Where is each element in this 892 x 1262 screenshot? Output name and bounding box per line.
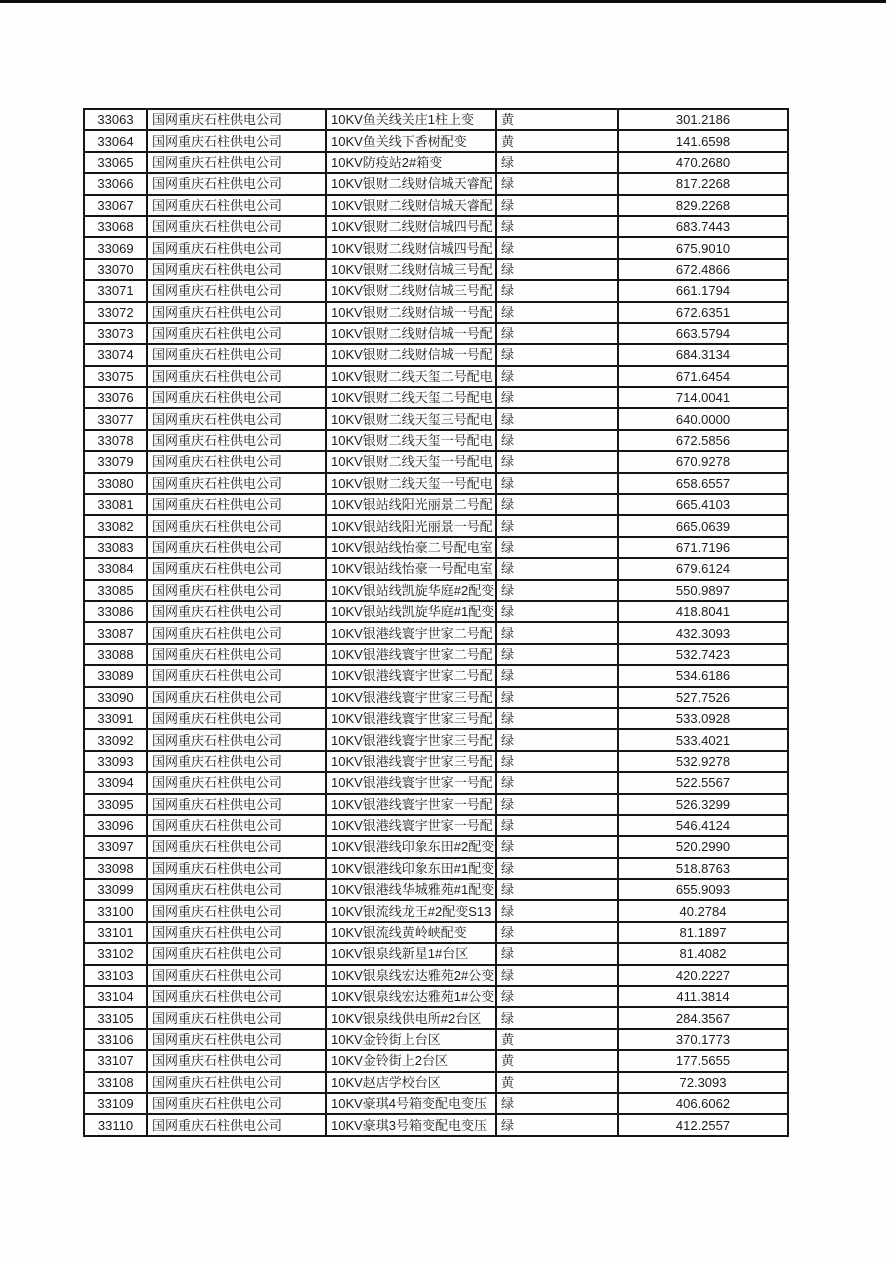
cell-line-name: 10KV银港线寰宇世家三号配 [326, 708, 496, 729]
cell-company: 国网重庆石柱供电公司 [147, 173, 326, 194]
cell-status: 黄 [496, 1072, 618, 1093]
cell-row-id: 33105 [84, 1007, 147, 1028]
table-row [84, 772, 788, 793]
cell-status: 绿 [496, 387, 618, 408]
cell-load-value: 40.2784 [618, 900, 788, 921]
table-row [84, 858, 788, 879]
cell-status: 绿 [496, 580, 618, 601]
table-row [84, 815, 788, 836]
cell-status: 绿 [496, 1093, 618, 1114]
cell-company: 国网重庆石柱供电公司 [147, 900, 326, 921]
cell-company: 国网重庆石柱供电公司 [147, 216, 326, 237]
cell-line-name: 10KV银港线寰宇世家二号配 [326, 665, 496, 686]
cell-load-value: 527.7526 [618, 687, 788, 708]
cell-company: 国网重庆石柱供电公司 [147, 794, 326, 815]
cell-load-value: 671.6454 [618, 366, 788, 387]
cell-line-name: 10KV银泉线新星1#台区 [326, 943, 496, 964]
cell-row-id: 33088 [84, 644, 147, 665]
cell-company: 国网重庆石柱供电公司 [147, 323, 326, 344]
cell-load-value: 284.3567 [618, 1007, 788, 1028]
cell-line-name: 10KV银港线印象东田#2配变 [326, 836, 496, 857]
cell-row-id: 33087 [84, 622, 147, 643]
cell-line-name: 10KV银财二线天玺二号配电 [326, 366, 496, 387]
cell-status: 绿 [496, 751, 618, 772]
table-row [84, 922, 788, 943]
table-row [84, 494, 788, 515]
cell-load-value: 663.5794 [618, 323, 788, 344]
cell-line-name: 10KV银站线怡豪一号配电室 [326, 558, 496, 579]
cell-status: 绿 [496, 943, 618, 964]
cell-status: 绿 [496, 1114, 618, 1135]
cell-company: 国网重庆石柱供电公司 [147, 687, 326, 708]
cell-row-id: 33102 [84, 943, 147, 964]
cell-load-value: 672.4866 [618, 259, 788, 280]
cell-status: 绿 [496, 473, 618, 494]
cell-company: 国网重庆石柱供电公司 [147, 1007, 326, 1028]
table-row [84, 986, 788, 1007]
cell-line-name: 10KV银财二线天玺一号配电 [326, 473, 496, 494]
cell-status: 绿 [496, 858, 618, 879]
cell-row-id: 33071 [84, 280, 147, 301]
cell-company: 国网重庆石柱供电公司 [147, 1114, 326, 1135]
cell-status: 绿 [496, 708, 618, 729]
cell-line-name: 10KV银站线阳光丽景一号配 [326, 515, 496, 536]
table-row [84, 1029, 788, 1050]
cell-status: 绿 [496, 537, 618, 558]
cell-line-name: 10KV银财二线财信城三号配 [326, 259, 496, 280]
cell-line-name: 10KV银财二线财信城一号配 [326, 302, 496, 323]
cell-status: 绿 [496, 259, 618, 280]
cell-status: 绿 [496, 687, 618, 708]
cell-load-value: 411.3814 [618, 986, 788, 1007]
cell-company: 国网重庆石柱供电公司 [147, 408, 326, 429]
cell-row-id: 33084 [84, 558, 147, 579]
table-row [84, 1050, 788, 1071]
cell-row-id: 33092 [84, 729, 147, 750]
table-row [84, 259, 788, 280]
cell-company: 国网重庆石柱供电公司 [147, 836, 326, 857]
cell-row-id: 33096 [84, 815, 147, 836]
table-row [84, 665, 788, 686]
cell-status: 绿 [496, 986, 618, 1007]
table-row [84, 515, 788, 536]
table-row [84, 1114, 788, 1135]
data-table [83, 108, 789, 1137]
cell-company: 国网重庆石柱供电公司 [147, 1029, 326, 1050]
cell-company: 国网重庆石柱供电公司 [147, 858, 326, 879]
cell-line-name: 10KV银财二线天玺一号配电 [326, 451, 496, 472]
cell-load-value: 665.4103 [618, 494, 788, 515]
cell-row-id: 33075 [84, 366, 147, 387]
cell-row-id: 33080 [84, 473, 147, 494]
table-row [84, 900, 788, 921]
cell-line-name: 10KV银港线寰宇世家三号配 [326, 729, 496, 750]
cell-company: 国网重庆石柱供电公司 [147, 302, 326, 323]
cell-row-id: 33083 [84, 537, 147, 558]
cell-line-name: 10KV银港线印象东田#1配变 [326, 858, 496, 879]
cell-company: 国网重庆石柱供电公司 [147, 665, 326, 686]
cell-company: 国网重庆石柱供电公司 [147, 1093, 326, 1114]
cell-company: 国网重庆石柱供电公司 [147, 580, 326, 601]
cell-line-name: 10KV防疫站2#箱变 [326, 152, 496, 173]
cell-line-name: 10KV银流线龙王#2配变S13 [326, 900, 496, 921]
cell-status: 绿 [496, 665, 618, 686]
cell-company: 国网重庆石柱供电公司 [147, 965, 326, 986]
cell-line-name: 10KV赵店学校台区 [326, 1072, 496, 1093]
cell-row-id: 33077 [84, 408, 147, 429]
cell-status: 绿 [496, 879, 618, 900]
cell-company: 国网重庆石柱供电公司 [147, 280, 326, 301]
table-row [84, 751, 788, 772]
cell-company: 国网重庆石柱供电公司 [147, 729, 326, 750]
cell-status: 绿 [496, 622, 618, 643]
cell-status: 绿 [496, 1007, 618, 1028]
cell-line-name: 10KV银站线怡豪二号配电室 [326, 537, 496, 558]
table-row [84, 558, 788, 579]
cell-line-name: 10KV银港线寰宇世家二号配 [326, 644, 496, 665]
cell-load-value: 679.6124 [618, 558, 788, 579]
cell-status: 绿 [496, 408, 618, 429]
cell-status: 绿 [496, 558, 618, 579]
cell-company: 国网重庆石柱供电公司 [147, 708, 326, 729]
cell-load-value: 141.6598 [618, 130, 788, 151]
cell-load-value: 658.6557 [618, 473, 788, 494]
cell-load-value: 684.3134 [618, 344, 788, 365]
cell-row-id: 33085 [84, 580, 147, 601]
cell-load-value: 418.8041 [618, 601, 788, 622]
cell-line-name: 10KV银站线阳光丽景二号配 [326, 494, 496, 515]
cell-row-id: 33086 [84, 601, 147, 622]
cell-load-value: 432.3093 [618, 622, 788, 643]
cell-row-id: 33107 [84, 1050, 147, 1071]
cell-load-value: 714.0041 [618, 387, 788, 408]
cell-load-value: 533.4021 [618, 729, 788, 750]
cell-company: 国网重庆石柱供电公司 [147, 622, 326, 643]
cell-status: 绿 [496, 900, 618, 921]
table-row [84, 879, 788, 900]
cell-load-value: 675.9010 [618, 237, 788, 258]
cell-load-value: 412.2557 [618, 1114, 788, 1135]
table-row [84, 729, 788, 750]
table-row [84, 708, 788, 729]
cell-line-name: 10KV银港线寰宇世家一号配 [326, 794, 496, 815]
cell-row-id: 33097 [84, 836, 147, 857]
cell-status: 绿 [496, 515, 618, 536]
table-row [84, 237, 788, 258]
cell-load-value: 550.9897 [618, 580, 788, 601]
cell-row-id: 33098 [84, 858, 147, 879]
cell-row-id: 33072 [84, 302, 147, 323]
table-row [84, 1093, 788, 1114]
cell-company: 国网重庆石柱供电公司 [147, 130, 326, 151]
cell-load-value: 672.5856 [618, 430, 788, 451]
cell-row-id: 33109 [84, 1093, 147, 1114]
table-row [84, 152, 788, 173]
cell-status: 绿 [496, 237, 618, 258]
table-body [84, 109, 788, 1136]
cell-company: 国网重庆石柱供电公司 [147, 237, 326, 258]
cell-line-name: 10KV银财二线财信城天睿配 [326, 173, 496, 194]
cell-line-name: 10KV银站线凯旋华庭#1配变 [326, 601, 496, 622]
cell-status: 绿 [496, 922, 618, 943]
table-row [84, 173, 788, 194]
cell-line-name: 10KV银港线寰宇世家三号配 [326, 687, 496, 708]
cell-status: 黄 [496, 109, 618, 130]
cell-row-id: 33066 [84, 173, 147, 194]
cell-row-id: 33100 [84, 900, 147, 921]
cell-load-value: 72.3093 [618, 1072, 788, 1093]
cell-status: 绿 [496, 815, 618, 836]
cell-load-value: 532.7423 [618, 644, 788, 665]
cell-company: 国网重庆石柱供电公司 [147, 1050, 326, 1071]
cell-row-id: 33093 [84, 751, 147, 772]
cell-company: 国网重庆石柱供电公司 [147, 1072, 326, 1093]
cell-status: 绿 [496, 772, 618, 793]
cell-row-id: 33065 [84, 152, 147, 173]
cell-status: 绿 [496, 794, 618, 815]
table-row [84, 836, 788, 857]
cell-load-value: 420.2227 [618, 965, 788, 986]
cell-row-id: 33069 [84, 237, 147, 258]
cell-status: 绿 [496, 216, 618, 237]
cell-row-id: 33073 [84, 323, 147, 344]
cell-row-id: 33099 [84, 879, 147, 900]
cell-load-value: 522.5567 [618, 772, 788, 793]
cell-status: 绿 [496, 836, 618, 857]
cell-line-name: 10KV银港线寰宇世家三号配 [326, 751, 496, 772]
table-row [84, 644, 788, 665]
cell-row-id: 33094 [84, 772, 147, 793]
cell-line-name: 10KV银财二线财信城一号配 [326, 323, 496, 344]
cell-line-name: 10KV银港线华城雅苑#1配变 [326, 879, 496, 900]
cell-row-id: 33095 [84, 794, 147, 815]
cell-company: 国网重庆石柱供电公司 [147, 344, 326, 365]
cell-load-value: 640.0000 [618, 408, 788, 429]
table-row [84, 408, 788, 429]
table-row [84, 1007, 788, 1028]
table-row [84, 323, 788, 344]
cell-row-id: 33091 [84, 708, 147, 729]
cell-line-name: 10KV银泉线宏达雅苑1#公变 [326, 986, 496, 1007]
cell-line-name: 10KV豪琪4号箱变配电变压 [326, 1093, 496, 1114]
table-row [84, 943, 788, 964]
cell-line-name: 10KV银财二线财信城四号配 [326, 216, 496, 237]
cell-row-id: 33076 [84, 387, 147, 408]
cell-status: 绿 [496, 965, 618, 986]
cell-load-value: 406.6062 [618, 1093, 788, 1114]
cell-status: 黄 [496, 1029, 618, 1050]
cell-company: 国网重庆石柱供电公司 [147, 601, 326, 622]
cell-load-value: 301.2186 [618, 109, 788, 130]
cell-row-id: 33082 [84, 515, 147, 536]
cell-company: 国网重庆石柱供电公司 [147, 473, 326, 494]
cell-line-name: 10KV银泉线宏达雅苑2#公变 [326, 965, 496, 986]
table-row [84, 687, 788, 708]
cell-line-name: 10KV豪琪3号箱变配电变压 [326, 1114, 496, 1135]
cell-line-name: 10KV银财二线天玺三号配电 [326, 408, 496, 429]
cell-company: 国网重庆石柱供电公司 [147, 815, 326, 836]
cell-status: 黄 [496, 1050, 618, 1071]
cell-load-value: 817.2268 [618, 173, 788, 194]
cell-row-id: 33101 [84, 922, 147, 943]
cell-load-value: 534.6186 [618, 665, 788, 686]
cell-load-value: 670.9278 [618, 451, 788, 472]
cell-line-name: 10KV银港线寰宇世家一号配 [326, 772, 496, 793]
table-row [84, 794, 788, 815]
page-top-edge [0, 0, 886, 3]
cell-company: 国网重庆石柱供电公司 [147, 537, 326, 558]
table-row [84, 280, 788, 301]
cell-load-value: 829.2268 [618, 195, 788, 216]
table-row [84, 109, 788, 130]
cell-status: 绿 [496, 366, 618, 387]
table-row [84, 537, 788, 558]
cell-row-id: 33067 [84, 195, 147, 216]
cell-load-value: 532.9278 [618, 751, 788, 772]
cell-load-value: 683.7443 [618, 216, 788, 237]
cell-load-value: 520.2990 [618, 836, 788, 857]
table-row [84, 130, 788, 151]
cell-company: 国网重庆石柱供电公司 [147, 644, 326, 665]
table-row [84, 965, 788, 986]
cell-company: 国网重庆石柱供电公司 [147, 879, 326, 900]
cell-load-value: 665.0639 [618, 515, 788, 536]
cell-company: 国网重庆石柱供电公司 [147, 451, 326, 472]
cell-status: 绿 [496, 152, 618, 173]
cell-line-name: 10KV银财二线天玺一号配电 [326, 430, 496, 451]
cell-line-name: 10KV鱼关线下香树配变 [326, 130, 496, 151]
cell-load-value: 661.1794 [618, 280, 788, 301]
cell-status: 绿 [496, 451, 618, 472]
cell-line-name: 10KV鱼关线关庄1柱上变 [326, 109, 496, 130]
cell-row-id: 33063 [84, 109, 147, 130]
table-row [84, 366, 788, 387]
cell-company: 国网重庆石柱供电公司 [147, 152, 326, 173]
cell-line-name: 10KV银泉线供电所#2台区 [326, 1007, 496, 1028]
cell-line-name: 10KV银港线寰宇世家二号配 [326, 622, 496, 643]
cell-line-name: 10KV银站线凯旋华庭#2配变 [326, 580, 496, 601]
cell-load-value: 655.9093 [618, 879, 788, 900]
cell-line-name: 10KV银财二线天玺二号配电 [326, 387, 496, 408]
cell-line-name: 10KV金铃街上2台区 [326, 1050, 496, 1071]
cell-row-id: 33081 [84, 494, 147, 515]
cell-load-value: 546.4124 [618, 815, 788, 836]
cell-load-value: 81.4082 [618, 943, 788, 964]
cell-load-value: 672.6351 [618, 302, 788, 323]
cell-row-id: 33064 [84, 130, 147, 151]
table-row [84, 580, 788, 601]
table-row [84, 473, 788, 494]
cell-status: 绿 [496, 302, 618, 323]
cell-company: 国网重庆石柱供电公司 [147, 195, 326, 216]
cell-status: 绿 [496, 729, 618, 750]
table-row [84, 1072, 788, 1093]
cell-load-value: 518.8763 [618, 858, 788, 879]
cell-status: 绿 [496, 430, 618, 451]
cell-row-id: 33106 [84, 1029, 147, 1050]
cell-status: 绿 [496, 344, 618, 365]
cell-row-id: 33078 [84, 430, 147, 451]
cell-row-id: 33074 [84, 344, 147, 365]
cell-load-value: 671.7196 [618, 537, 788, 558]
cell-line-name: 10KV银流线黄岭峡配变 [326, 922, 496, 943]
cell-status: 绿 [496, 280, 618, 301]
cell-load-value: 533.0928 [618, 708, 788, 729]
cell-line-name: 10KV银财二线财信城三号配 [326, 280, 496, 301]
cell-row-id: 33079 [84, 451, 147, 472]
table-row [84, 451, 788, 472]
cell-row-id: 33090 [84, 687, 147, 708]
cell-status: 绿 [496, 323, 618, 344]
cell-row-id: 33103 [84, 965, 147, 986]
cell-company: 国网重庆石柱供电公司 [147, 558, 326, 579]
cell-line-name: 10KV银财二线财信城天睿配 [326, 195, 496, 216]
table-row [84, 344, 788, 365]
cell-row-id: 33110 [84, 1114, 147, 1135]
cell-row-id: 33089 [84, 665, 147, 686]
table-row [84, 430, 788, 451]
cell-status: 绿 [496, 601, 618, 622]
cell-line-name: 10KV银财二线财信城一号配 [326, 344, 496, 365]
cell-row-id: 33108 [84, 1072, 147, 1093]
cell-company: 国网重庆石柱供电公司 [147, 366, 326, 387]
cell-load-value: 470.2680 [618, 152, 788, 173]
cell-company: 国网重庆石柱供电公司 [147, 387, 326, 408]
cell-line-name: 10KV金铃街上台区 [326, 1029, 496, 1050]
cell-company: 国网重庆石柱供电公司 [147, 109, 326, 130]
cell-line-name: 10KV银港线寰宇世家一号配 [326, 815, 496, 836]
cell-row-id: 33068 [84, 216, 147, 237]
table-row [84, 622, 788, 643]
table-row [84, 216, 788, 237]
table-row [84, 302, 788, 323]
cell-company: 国网重庆石柱供电公司 [147, 986, 326, 1007]
cell-status: 绿 [496, 494, 618, 515]
cell-load-value: 526.3299 [618, 794, 788, 815]
cell-status: 黄 [496, 130, 618, 151]
cell-status: 绿 [496, 644, 618, 665]
cell-load-value: 177.5655 [618, 1050, 788, 1071]
cell-load-value: 370.1773 [618, 1029, 788, 1050]
cell-company: 国网重庆石柱供电公司 [147, 772, 326, 793]
table-row [84, 195, 788, 216]
cell-company: 国网重庆石柱供电公司 [147, 259, 326, 280]
cell-status: 绿 [496, 195, 618, 216]
cell-row-id: 33070 [84, 259, 147, 280]
cell-load-value: 81.1897 [618, 922, 788, 943]
table-row [84, 601, 788, 622]
cell-company: 国网重庆石柱供电公司 [147, 494, 326, 515]
cell-status: 绿 [496, 173, 618, 194]
cell-line-name: 10KV银财二线财信城四号配 [326, 237, 496, 258]
cell-company: 国网重庆石柱供电公司 [147, 922, 326, 943]
cell-company: 国网重庆石柱供电公司 [147, 515, 326, 536]
cell-company: 国网重庆石柱供电公司 [147, 430, 326, 451]
cell-company: 国网重庆石柱供电公司 [147, 751, 326, 772]
cell-company: 国网重庆石柱供电公司 [147, 943, 326, 964]
table-row [84, 387, 788, 408]
cell-row-id: 33104 [84, 986, 147, 1007]
